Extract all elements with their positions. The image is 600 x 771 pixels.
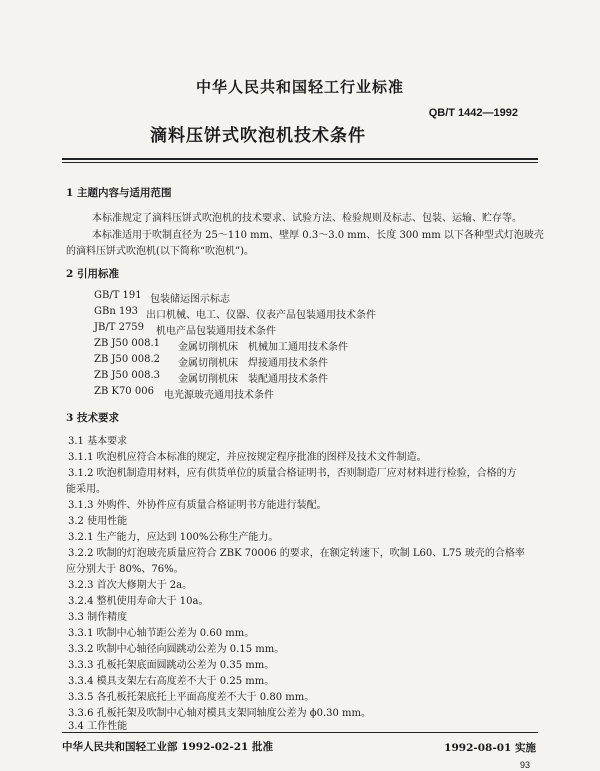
- clause-3-2-1: 3.2.1 生产能力，应达到 100%公称生产能力。: [68, 532, 279, 543]
- clause-3-3-5: 3.3.5 各孔板托架底托上平面高度差不大于 0.80 mm。: [68, 692, 315, 703]
- reference-title: 金属切削机床 装配通用技术条件: [178, 374, 328, 385]
- page-number: 93: [519, 760, 530, 770]
- section-1-paragraph-2: 本标准适用于吹制直径为 25～110 mm、壁厚 0.3～3.0 mm、长度 300 mm 以下各种型式灯泡玻壳: [92, 230, 544, 241]
- standard-number: QB/T 1442—1992: [428, 107, 518, 119]
- clause-3-2-2-cont: 应分别大于 80%、76%。: [66, 564, 184, 575]
- subsection-3-3-heading: 3.3 制作精度: [68, 612, 128, 623]
- reference-title: 包装储运图示标志: [150, 294, 230, 305]
- clause-3-2-2: 3.2.2 吹制的灯泡玻壳质量应符合 ZBK 70006 的要求，在额定转速下，吹制 L60、L75 玻壳的合格率: [68, 548, 525, 559]
- reference-title: 金属切削机床 焊接通用技术条件: [178, 358, 328, 369]
- clause-3-1-1: 3.1.1 吹泡机应符合本标准的规定，并应按规定程序批准的图样及技术文件制造。: [68, 452, 427, 463]
- section-2-heading: 2 引用标准: [66, 268, 119, 280]
- org-title: 中华人民共和国轻工行业标准: [195, 78, 404, 96]
- header-rule-thin: [62, 162, 538, 163]
- reference-code: JB/T 2759: [94, 322, 145, 333]
- section-3-heading: 3 技术要求: [66, 412, 119, 424]
- clause-3-3-4: 3.3.4 模具支架左右高度差不大于 0.25 mm。: [68, 676, 275, 687]
- clause-3-1-2-cont: 能采用。: [66, 484, 106, 495]
- clause-3-3-2: 3.3.2 吹制中心轴径向圆跳动公差为 0.15 mm。: [68, 644, 285, 655]
- clause-3-3-3: 3.3.3 孔板托架底面圆跳动公差为 0.35 mm。: [68, 660, 275, 671]
- subsection-3-4-heading: 3.4 工作性能: [68, 721, 128, 732]
- effective-date: 1992-08-01 实施: [444, 742, 536, 754]
- reference-title: 出口机械、电工、仪器、仪表产品包装通用技术条件: [146, 310, 376, 321]
- subsection-3-1-heading: 3.1 基本要求: [68, 436, 128, 447]
- header-rule-thick: [62, 158, 538, 160]
- reference-code: GBn 193: [94, 306, 139, 317]
- clause-3-2-3: 3.2.3 首次大修期大于 2a。: [68, 580, 193, 591]
- clause-3-3-1: 3.3.1 吹制中心轴节距公差为 0.60 mm。: [68, 628, 255, 639]
- section-1-paragraph-2-cont: 的滴料压饼式吹泡机(以下简称“吹泡机”)。: [66, 246, 255, 257]
- reference-code: ZB K70 006: [94, 386, 154, 397]
- reference-code: ZB J50 008.1: [94, 338, 161, 349]
- approval-note: 中华人民共和国轻工业部 1992-02-21 批准: [62, 741, 273, 753]
- reference-title: 机电产品包装通用技术条件: [156, 326, 276, 337]
- reference-title: 金属切削机床 机械加工通用技术条件: [178, 342, 348, 353]
- reference-code: GB/T 191: [94, 290, 142, 301]
- reference-title: 电光源玻壳通用技术条件: [164, 390, 274, 401]
- document-title: 滴料压饼式吹泡机技术条件: [150, 126, 366, 146]
- subsection-3-2-heading: 3.2 使用性能: [68, 516, 128, 527]
- section-1-paragraph-1: 本标准规定了滴料压饼式吹泡机的技术要求、试验方法、检验规则及标志、包装、运输、贮存等。: [92, 213, 522, 224]
- clause-3-2-4: 3.2.4 整机使用寿命大于 10a。: [68, 596, 209, 607]
- reference-code: ZB J50 008.3: [94, 370, 161, 381]
- reference-code: ZB J50 008.2: [94, 354, 161, 365]
- clause-3-1-3: 3.1.3 外购件、外协件应有质量合格证明书方能进行装配。: [68, 500, 327, 511]
- clause-3-3-6: 3.3.6 孔板托架及吹制中心轴对模具支架同轴度公差为 ϕ0.30 mm。: [68, 708, 372, 719]
- section-1-heading: 1 主题内容与适用范围: [66, 187, 172, 199]
- clause-3-1-2: 3.1.2 吹泡机制造用材料，应有供货单位的质量合格证明书，否则制造厂应对材料进行检验，合格的方: [68, 468, 517, 479]
- footer-rule: [62, 732, 538, 733]
